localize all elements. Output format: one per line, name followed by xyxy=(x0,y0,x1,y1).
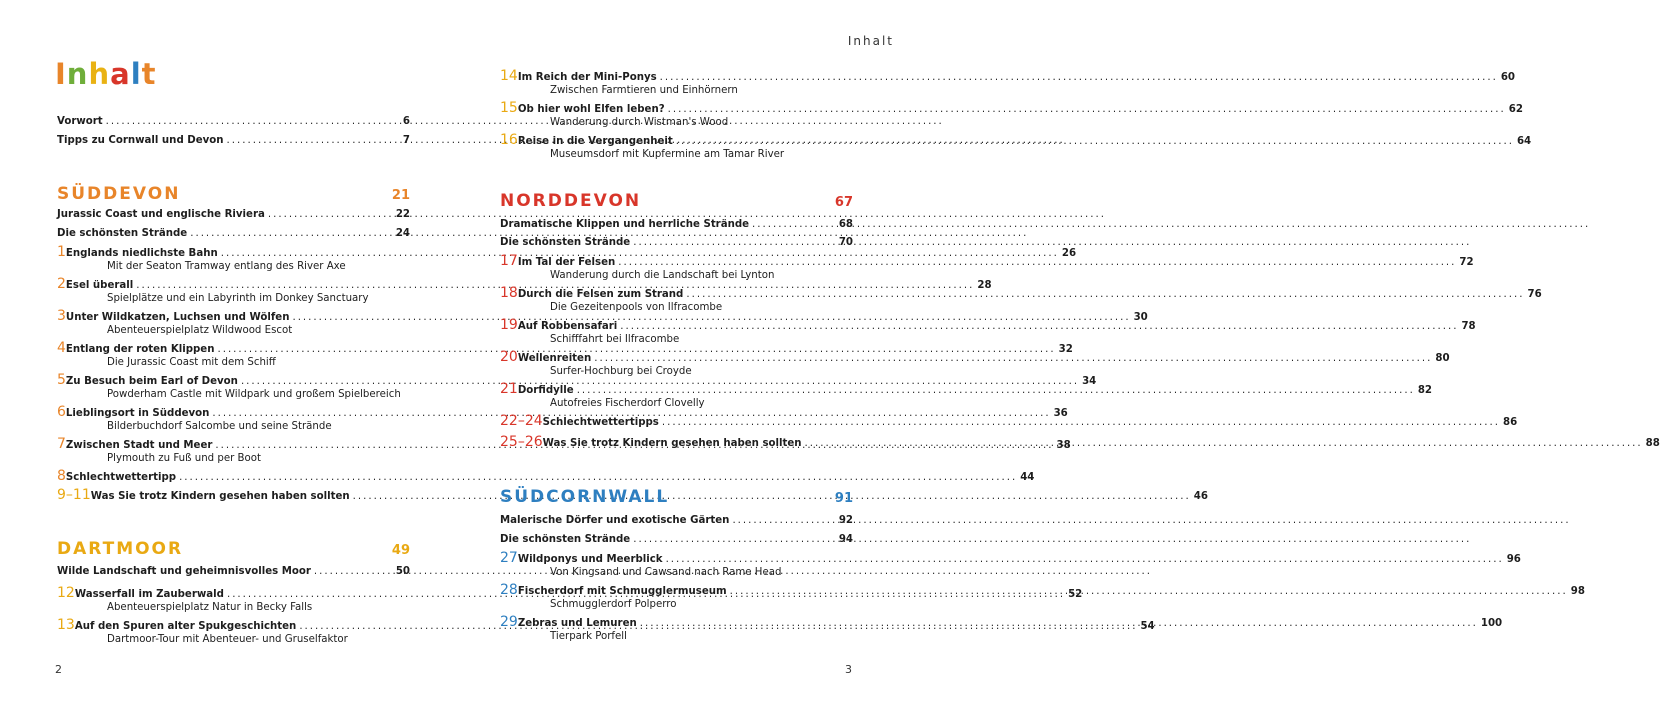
entry-page: 62 xyxy=(1508,104,1523,115)
entry-subtitle: Mit der Seaton Tramway entlang des River Axe xyxy=(107,261,346,272)
section-page: 91 xyxy=(834,491,853,506)
toc-entry-general[interactable] xyxy=(57,209,410,228)
section-title: NORDDEVON xyxy=(500,191,642,211)
item-number: 5 xyxy=(57,372,66,388)
section-title: DARTMOOR xyxy=(57,539,184,559)
entry-page: 7 xyxy=(402,135,410,146)
entry-title: Schlechtwettertipp xyxy=(65,472,177,483)
item-number: 18 xyxy=(500,285,518,301)
toc-item[interactable] xyxy=(500,100,1523,132)
dot-leader xyxy=(594,353,1432,364)
entry-title: Im Tal der Felsen xyxy=(517,257,616,268)
item-number: 16 xyxy=(500,132,518,148)
entry-title: Fischerdorf mit Schmugglermuseum xyxy=(517,586,727,597)
entry-page: 78 xyxy=(1461,321,1476,332)
entry-page: 52 xyxy=(1068,589,1083,600)
item-number: 12 xyxy=(57,585,75,601)
entry-page: 50 xyxy=(395,566,410,577)
entry-page: 36 xyxy=(1053,408,1068,419)
section-page: 49 xyxy=(391,543,410,558)
dot-leader xyxy=(314,566,393,577)
entry-title: Die schönsten Strände xyxy=(500,237,631,248)
section-title: SÜDDEVON xyxy=(57,184,181,204)
toc-item[interactable] xyxy=(57,468,1035,487)
entry-subtitle: Schifffahrt bei Ilfracombe xyxy=(550,334,680,345)
entry-page: 94 xyxy=(838,534,853,545)
intro-entries xyxy=(57,116,410,149)
dot-leader xyxy=(732,515,835,526)
entry-subtitle: Die Gezeitenpools von Ilfracombe xyxy=(550,302,723,313)
entry-title: Schlechtwettertipps xyxy=(542,417,659,428)
entry-title: Was Sie trotz Kindern gesehen haben sollten xyxy=(542,438,802,449)
entry-page: 98 xyxy=(1570,586,1585,597)
item-number: 3 xyxy=(57,308,66,324)
dot-leader xyxy=(805,438,1643,449)
entry-subtitle: Surfer-Hochburg bei Croyde xyxy=(550,366,692,377)
entry-subtitle: Spielplätze und ein Labyrinth im Donkey Sanctuary xyxy=(107,293,369,304)
item-number: 2 xyxy=(57,276,66,292)
toc-entry-general[interactable] xyxy=(57,228,410,244)
dot-leader xyxy=(106,116,400,127)
item-number: 29 xyxy=(500,614,518,630)
entry-title: Im Reich der Mini-Ponys xyxy=(517,72,657,83)
entry-page: 100 xyxy=(1480,618,1503,629)
toc-entry-general[interactable] xyxy=(500,237,853,253)
item-number: 4 xyxy=(57,340,66,356)
item-number: 9–11 xyxy=(57,487,91,503)
entry-page: 38 xyxy=(1056,440,1071,451)
entry-title: Wildponys und Meerblick xyxy=(517,554,663,565)
dot-leader xyxy=(620,321,1458,332)
entry-page: 68 xyxy=(838,219,853,230)
entry-page: 72 xyxy=(1459,257,1474,268)
entry-page: 92 xyxy=(838,515,853,526)
entry-title: Wilde Landschaft und geheimnisvolles Moor xyxy=(57,566,311,577)
entry-page: 22 xyxy=(395,209,410,220)
dot-leader xyxy=(668,104,1506,115)
section-heading[interactable] xyxy=(500,191,853,213)
entry-page: 46 xyxy=(1193,491,1208,502)
entry-title: Tipps zu Cornwall und Devon xyxy=(57,135,224,146)
dot-leader xyxy=(268,209,393,220)
entry-title: Lieblingsort in Süddevon xyxy=(65,408,210,419)
entry-title: Auf Robbensafari xyxy=(517,321,618,332)
dot-leader xyxy=(640,618,1478,629)
item-number: 27 xyxy=(500,550,518,566)
entry-title: Durch die Felsen zum Strand xyxy=(517,289,684,300)
section-page: 67 xyxy=(834,195,853,210)
entry-page: 76 xyxy=(1527,289,1542,300)
dot-leader xyxy=(686,289,1524,300)
entry-page: 24 xyxy=(395,228,410,239)
entry-page: 32 xyxy=(1058,344,1073,355)
entry-title: Zwischen Stadt und Meer xyxy=(65,440,213,451)
entry-title: Jurassic Coast und englische Riviera xyxy=(57,209,265,220)
entry-subtitle: Von Kingsand und Cawsand nach Rame Head xyxy=(550,567,782,578)
toc-entry-general[interactable] xyxy=(57,566,410,585)
entry-title: Englands niedlichste Bahn xyxy=(65,248,218,259)
entry-title: Zu Besuch beim Earl of Devon xyxy=(65,376,238,387)
item-number: 7 xyxy=(57,436,66,452)
item-number: 21 xyxy=(500,381,518,397)
dot-leader xyxy=(190,228,393,239)
entry-subtitle: Plymouth zu Fuß und per Boot xyxy=(107,453,261,464)
entry-title: Dorfidylle xyxy=(517,385,574,396)
section-title: SÜDCORNWALL xyxy=(500,487,670,507)
item-number: 20 xyxy=(500,349,518,365)
entry-subtitle: Museumsdorf mit Kupfermine am Tamar River xyxy=(550,149,785,160)
entry-subtitle: Die Jurassic Coast mit dem Schiff xyxy=(107,357,276,368)
item-number: 22–24 xyxy=(500,413,543,429)
entry-title: Auf den Spuren alter Spukgeschichten xyxy=(74,621,297,632)
entry-page: 60 xyxy=(1500,72,1515,83)
entry-subtitle: Abenteuerspielplatz Natur in Becky Falls xyxy=(107,602,313,613)
entry-title: Entlang der roten Klippen xyxy=(65,344,215,355)
entry-subtitle: Wanderung durch die Landschaft bei Lynton xyxy=(550,270,775,281)
toc-entry-tips[interactable] xyxy=(57,135,410,149)
toc-title-letter: t xyxy=(141,57,157,91)
entry-title: Esel überall xyxy=(65,280,134,291)
item-number: 1 xyxy=(57,244,66,260)
item-number: 13 xyxy=(57,617,75,633)
section-heading[interactable] xyxy=(57,184,410,206)
toc-title-letter: n xyxy=(66,57,89,91)
entry-title: Dramatische Klippen und herrliche Strände xyxy=(500,219,750,230)
entry-page: 82 xyxy=(1417,385,1433,396)
entry-page: 44 xyxy=(1020,472,1035,483)
entry-title: Was Sie trotz Kindern gesehen haben sollten xyxy=(90,491,350,502)
item-number: 6 xyxy=(57,404,66,420)
entry-page: 30 xyxy=(1133,312,1148,323)
entry-title: Wellenreiten xyxy=(517,353,592,364)
page-number: 2 xyxy=(55,663,62,676)
toc-item[interactable] xyxy=(500,550,1521,582)
entry-subtitle: Tierpark Porfell xyxy=(550,631,627,642)
entry-subtitle: Abenteuerspielplatz Wildwood Escot xyxy=(107,325,293,336)
item-number: 8 xyxy=(57,468,66,484)
entry-page: 88 xyxy=(1645,438,1660,449)
entry-title: Malerische Dörfer und exotische Gärten xyxy=(500,515,730,526)
item-number: 14 xyxy=(500,68,518,84)
toc-entry-foreword[interactable] xyxy=(57,116,410,135)
entry-subtitle: Powderham Castle mit Wildpark und großem Spielbereich xyxy=(107,389,401,400)
entry-subtitle: Dartmoor-Tour mit Abenteuer- und Gruselfaktor xyxy=(107,634,348,645)
running-head: Inhalt xyxy=(847,34,894,48)
entry-title: Die schönsten Strände xyxy=(500,534,631,545)
toc-item[interactable] xyxy=(500,68,1515,100)
section-page: 21 xyxy=(391,188,410,203)
entry-page: 26 xyxy=(1061,248,1077,259)
entry-subtitle: Autofreies Fischerdorf Clovelly xyxy=(550,398,705,409)
item-number: 17 xyxy=(500,253,518,269)
toc-entry-general[interactable] xyxy=(500,534,853,550)
entry-page: 34 xyxy=(1082,376,1097,387)
entry-title: Unter Wildkatzen, Luchsen und Wölfen xyxy=(65,312,290,323)
dartmoor-continued xyxy=(500,68,1532,164)
dot-leader xyxy=(730,586,1568,597)
item-number: 19 xyxy=(500,317,518,333)
entry-subtitle: Wanderung durch Wistman's Wood xyxy=(550,117,729,128)
entry-title: Die schönsten Strände xyxy=(57,228,188,239)
toc-entry-general[interactable] xyxy=(500,515,853,534)
section-heading[interactable] xyxy=(500,487,853,509)
entry-title: Zebras und Lemuren xyxy=(517,618,637,629)
toc-item[interactable] xyxy=(500,132,1532,164)
dot-leader xyxy=(660,72,1498,83)
entry-page: 6 xyxy=(402,116,410,127)
toc-title-letter: h xyxy=(88,57,111,91)
toc-title-letter: l xyxy=(130,57,142,91)
dot-leader xyxy=(227,135,400,146)
dot-leader xyxy=(633,237,836,248)
entry-page: 28 xyxy=(977,280,992,291)
dot-leader xyxy=(633,534,836,545)
dot-leader xyxy=(577,385,1415,396)
entry-title: Wasserfall im Zauberwald xyxy=(74,589,224,600)
toc-title xyxy=(55,57,157,91)
entry-title: Ob hier wohl Elfen leben? xyxy=(517,104,665,115)
entry-subtitle: Schmugglerdorf Polperro xyxy=(550,599,677,610)
dot-leader xyxy=(676,136,1514,147)
entry-page: 80 xyxy=(1435,353,1450,364)
item-number: 25–26 xyxy=(500,434,543,450)
section-heading[interactable] xyxy=(57,539,410,561)
dot-leader xyxy=(666,554,1504,565)
toc-entry-general[interactable] xyxy=(500,219,853,237)
entry-page: 54 xyxy=(1140,621,1155,632)
toc-title-letter: I xyxy=(55,57,67,91)
entry-page: 86 xyxy=(1502,417,1518,428)
dot-leader xyxy=(618,257,1456,268)
dot-leader xyxy=(662,417,1500,428)
entry-title: Vorwort xyxy=(57,116,103,127)
toc-title-letter: a xyxy=(110,57,131,91)
entry-subtitle: Bilderbuchdorf Salcombe und seine Strände xyxy=(107,421,332,432)
entry-page: 96 xyxy=(1506,554,1521,565)
dot-leader xyxy=(752,219,836,230)
entry-page: 70 xyxy=(838,237,853,248)
entry-title: Reise in die Vergangenheit xyxy=(517,136,673,147)
item-number: 15 xyxy=(500,100,518,116)
item-number: 28 xyxy=(500,582,518,598)
page-number: 3 xyxy=(845,663,852,676)
entry-page: 64 xyxy=(1516,136,1532,147)
entry-subtitle: Zwischen Farmtieren und Einhörnern xyxy=(550,85,738,96)
